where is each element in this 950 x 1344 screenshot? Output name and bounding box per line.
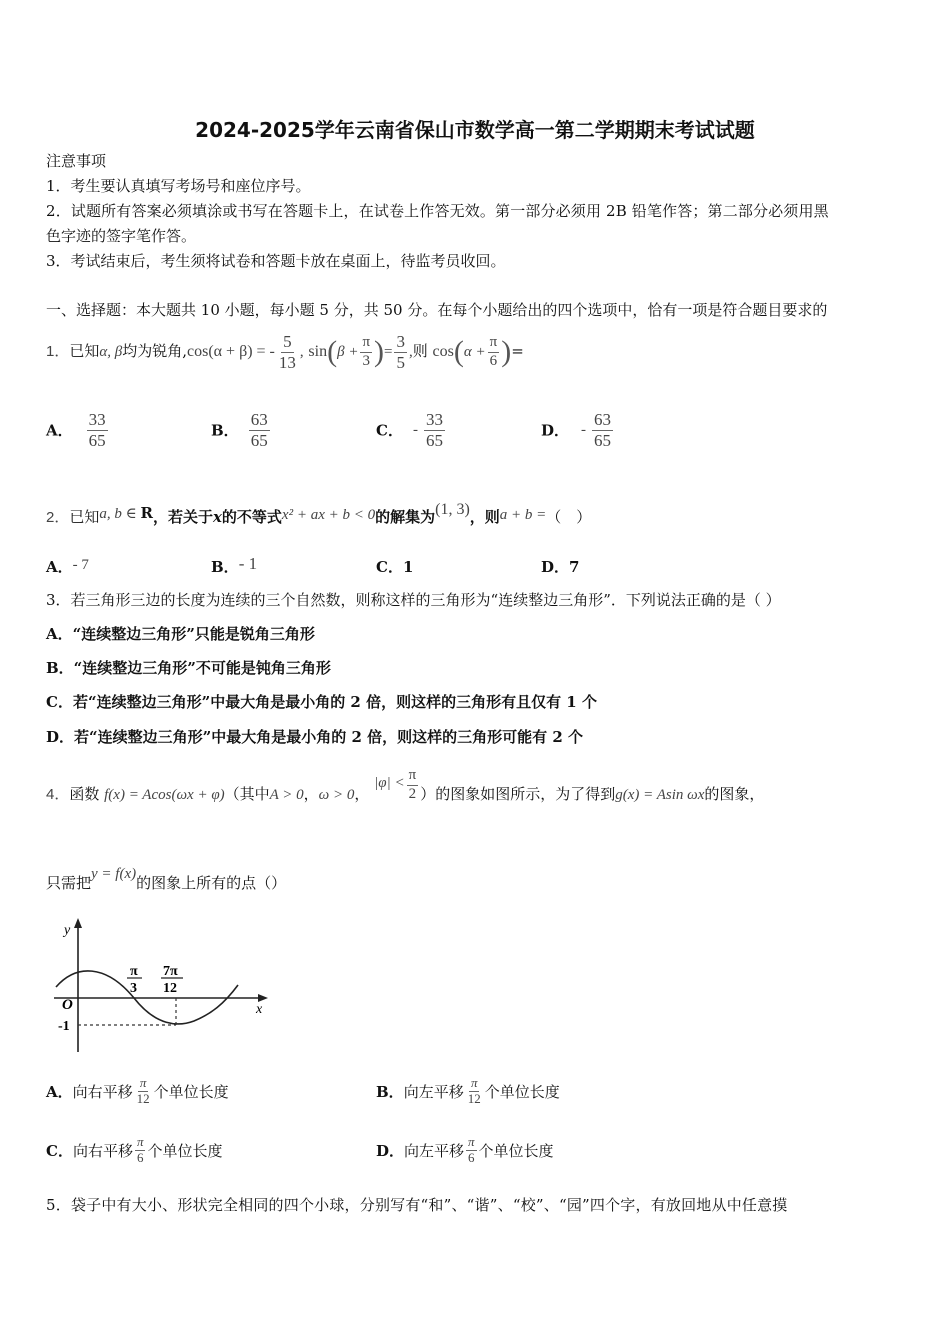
q1-sin-arg: β +: [337, 344, 359, 360]
q4-function-g: g(x) = Asin ωx: [615, 787, 705, 803]
q3-option-d[interactable]: D．若“连续整边三角形”中最大角是最小角的 2 倍，则这样的三角形可能有 2 个: [46, 728, 584, 746]
q1-pi-over-3: $\frac{\pi}{3}$: [362, 334, 371, 369]
x-axis-label: x: [256, 1002, 263, 1017]
tick-7pi-12-den: 12: [163, 981, 177, 996]
y-axis-label: y: [64, 923, 71, 938]
q2-sum: a + b =: [499, 507, 547, 523]
q4-pi-over-2: $\frac{\pi}{2}$: [408, 767, 417, 802]
q1-text: 已知: [69, 342, 100, 360]
q1-comma: ,: [299, 344, 304, 360]
q1-cos-arg: α +: [463, 344, 486, 360]
q1-cos-expr: cos(α + β) = -: [187, 343, 275, 360]
notice-item-3: 3．考试结束后，考生须将试卷和答题卡放在桌面上，待监考员收回。: [46, 252, 506, 270]
q1-fraction-1: $\frac{5}{13}$: [278, 331, 296, 372]
notice-item-2-cont: 色字迹的签字笔作答。: [46, 227, 197, 245]
q1-comma-2: ,: [408, 344, 413, 360]
q2-option-a[interactable]: A．- 7: [46, 557, 89, 576]
notice-item-1: 1．考生要认真填写考场号和座位序号。: [46, 177, 311, 195]
q2-option-c[interactable]: C．1: [376, 558, 414, 576]
q1-vars: α, β: [99, 344, 123, 360]
q2-inequality: x² + ax + b < 0: [281, 507, 376, 523]
page-title: 2024-2025学年云南省保山市数学高一第二学期期末考试试题: [195, 118, 755, 142]
tick-7pi-12-num: 7π: [163, 964, 178, 979]
q1-option-c[interactable]: C． - $\frac{33}{65}$: [376, 410, 443, 450]
section-heading: 一、选择题：本大题共 10 小题，每小题 5 分，共 50 分。在每个小题给出的四个选项中，恰有一项是符合题目要求的: [46, 301, 828, 319]
neg-one-label: -1: [58, 1019, 70, 1034]
question-3: 3．若三角形三边的长度为连续的三个自然数，则称这样的三角形为“连续整边三角形”．下列说法正确的是（ ）: [46, 591, 781, 609]
q2-solution-set: (1, 3): [435, 501, 470, 518]
q1-sin: sin: [308, 343, 328, 360]
q1-pi-over-6: $\frac{\pi}{6}$: [489, 334, 498, 369]
q1-option-d[interactable]: D． - $\frac{63}{65}$: [541, 410, 612, 450]
tick-pi-3-num: π: [130, 964, 138, 979]
tick-pi-3-den: 3: [130, 981, 137, 996]
q4-yfx: y = f(x): [91, 866, 137, 882]
notice-heading: 注意事项: [46, 152, 107, 170]
q3-option-c[interactable]: C．若“连续整边三角形”中最大角是最小角的 2 倍，则这样的三角形有且仅有 1 个: [46, 693, 597, 711]
q1-option-a[interactable]: A． $\frac{33}{65}$: [46, 410, 106, 450]
q4-number: 4．: [46, 786, 70, 803]
q2-number: 2．: [46, 509, 70, 526]
question-4: 4．函数 f(x) = Acos(ωx + φ)（其中A > 0，ω > 0， |φ| < $\frac{\pi}{2}$ ）的图象如图所示，为了得到g(x) = Asin ωx的图象，: [46, 767, 765, 803]
q3-option-b[interactable]: B．“连续整边三角形”不可能是钝角三角形: [46, 659, 331, 677]
question-2: 2．已知a, b ∈ R，若关于x的不等式x² + ax + b < 0的解集为(1, 3)，则a + b =（ ）: [46, 501, 592, 526]
x-axis-arrow: [258, 994, 268, 1002]
q1-fraction-2: $\frac{3}{5}$: [396, 331, 405, 372]
origin-label: O: [62, 997, 73, 1013]
question-1: 1．已知α, β均为锐角,cos(α + β) = - $\frac{5}{13}$ , sin(β + $\frac{\pi}{3}$ )= $\frac{3}{5}$ ,则 cos(α + $\frac{\pi}{6}$ )=: [46, 331, 524, 372]
q4-option-b[interactable]: B．向左平移 $\frac{\pi}{12}$ 个单位长度: [376, 1075, 560, 1106]
q4-option-c[interactable]: C．向右平移 $\frac{\pi}{6}$ 个单位长度: [46, 1134, 223, 1165]
q1-text: 均为锐角,: [122, 342, 187, 360]
q2-ab: a, b ∈: [99, 506, 141, 522]
q3-option-a[interactable]: A．“连续整边三角形”只能是锐角三角形: [46, 625, 315, 643]
q2-option-b[interactable]: B．- 1: [211, 554, 258, 576]
q4-phi-bound: |φ| <: [374, 775, 405, 791]
q4-option-a[interactable]: A．向右平移 $\frac{\pi}{12}$ 个单位长度: [46, 1075, 229, 1106]
q4-graph: [46, 912, 276, 1061]
q4-function-f: f(x) = Acos(ωx + φ): [104, 787, 225, 803]
y-axis-arrow: [74, 918, 82, 928]
q1-number: 1．: [46, 343, 70, 360]
q1-cos: cos: [432, 343, 454, 360]
q4-instruction: 只需把y = f(x)的图象上所有的点（）: [46, 866, 287, 892]
q1-eq: =: [384, 344, 393, 360]
notice-item-2: 2．试题所有答案必须填涂或书写在答题卡上，在试卷上作答无效。第一部分必须用 2B 铅笔作答；第二部分必须用黑: [46, 202, 829, 220]
q2-option-d[interactable]: D．7: [541, 558, 580, 576]
q1-equals: =: [511, 342, 524, 360]
q1-then: 则: [412, 342, 428, 360]
q1-option-b[interactable]: B． $\frac{63}{65}$: [211, 410, 268, 450]
question-5: 5．袋子中有大小、形状完全相同的四个小球，分别写有“和”、“谐”、“校”、“园”四个字，有放回地从中任意摸: [46, 1196, 788, 1214]
q4-option-d[interactable]: D．向左平移 $\frac{\pi}{6}$ 个单位长度: [376, 1134, 554, 1165]
q2-real-set: R: [140, 504, 153, 522]
